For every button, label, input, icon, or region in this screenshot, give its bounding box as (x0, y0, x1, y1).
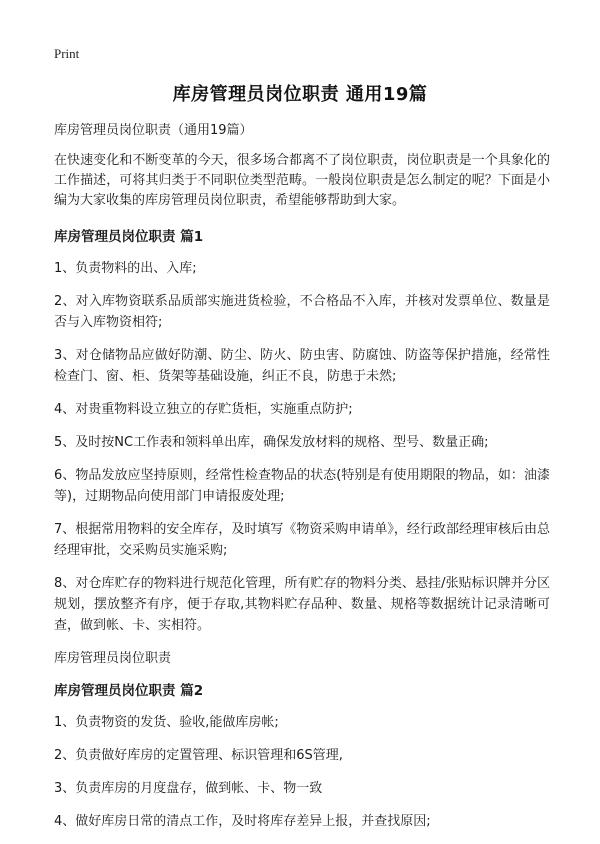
document-body (54, 120, 550, 844)
list-item: 1、负责物资的发货、验收,能做库房帐; (54, 715, 279, 730)
section-2-heading: 库房管理员岗位职责 篇2 (54, 683, 204, 699)
list-item: 3、负责库房的月度盘存，做到帐、卡、物一致 (54, 781, 323, 796)
list-item: 6、物品发放应坚持原则，经常性检查物品的状态(特别是有使用期限的物品，如：油漆等)，过期物品向使用部门申请报废处理; (54, 468, 550, 504)
list-item: 1、负责物料的出、入库; (54, 261, 197, 276)
mid-section-label: 库房管理员岗位职责 (54, 651, 172, 666)
list-item: 4、做好库房日常的清点工作，及时将库存差异上报，并查找原因; (54, 814, 431, 829)
list-item: 8、对仓库贮存的物料进行规范化管理，所有贮存的物料分类、悬挂/张贴标识牌并分区规划，摆放整齐有序，便于存取,其物料贮存品种、数量、规格等数据统计记录清晰可查，做到帐、卡、实相符。 (54, 576, 550, 633)
list-item: 5、及时按NC工作表和领料单出库，确保发放材料的规格、型号、数量正确; (54, 435, 489, 450)
page-title: 库房管理员岗位职责 通用19篇 (172, 84, 428, 105)
list-item: 7、根据常用物料的安全库存，及时填写《物资采购申请单》，经行政部经理审核后由总经理审批，交采购员实施采购; (54, 522, 550, 558)
list-item: 3、对仓储物品应做好防潮、防尘、防火、防虫害、防腐蚀、防盗等保护措施，经常性检查门、窗、柜、货架等基础设施，纠正不良，防患于未然; (54, 348, 550, 384)
document-subtitle: 库房管理员岗位职责（通用19篇） (54, 123, 253, 138)
intro-paragraph: 在快速变化和不断变革的今天，很多场合都离不了岗位职责，岗位职责是一个具象化的工作描述，可将其归类于不同职位类型范畴。一般岗位职责是怎么制定的呢？下面是小编为大家收集的库房管理员岗位职责，希望能够帮助到大家。 (54, 153, 550, 208)
list-item: 2、对入库物资联系品质部实施进货检验，不合格品不入库，并核对发票单位、数量是否与入库物资相符; (54, 294, 550, 330)
list-item: 2、负责做好库房的定置管理、标识管理和6S管理, (54, 748, 343, 763)
list-item: 4、对贵重物料设立独立的存贮货柜，实施重点防护; (54, 402, 353, 417)
section-1-heading: 库房管理员岗位职责 篇1 (54, 229, 204, 245)
print-label: Print (54, 46, 80, 61)
